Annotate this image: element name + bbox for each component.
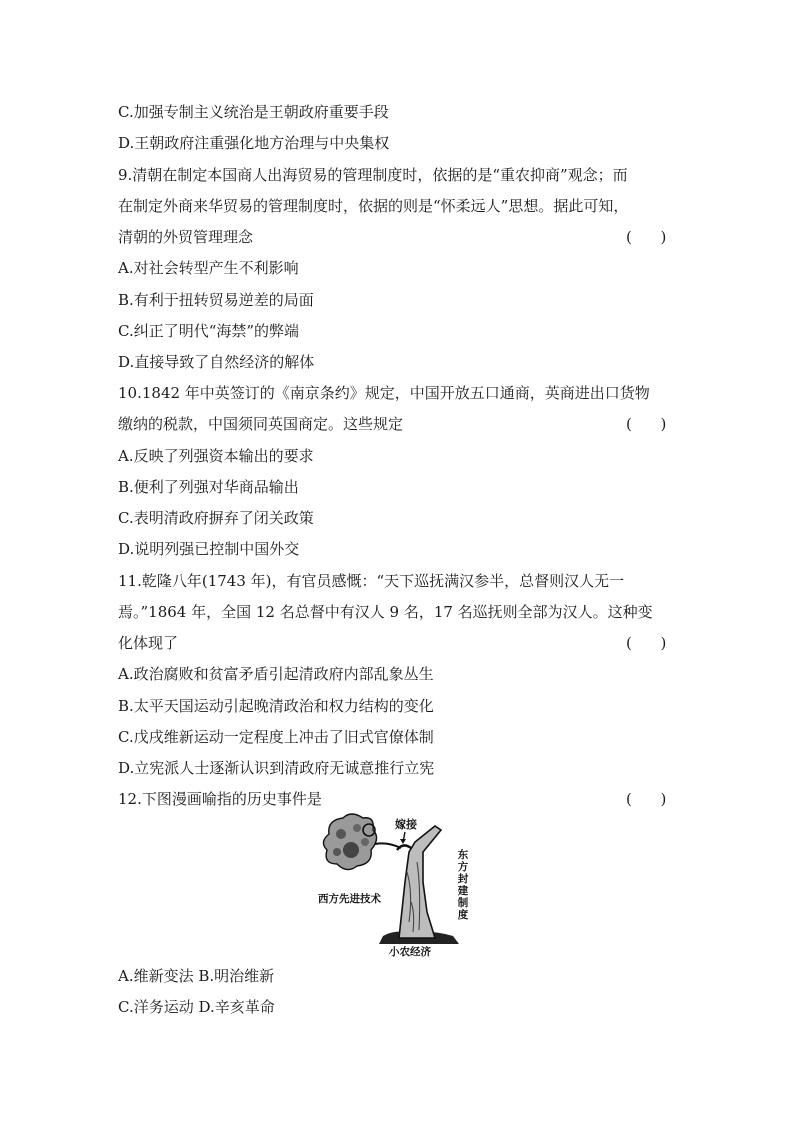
cartoon-label-west: 西方先进技术 (318, 893, 381, 905)
q10-option-d: D.说明列强已控制中国外交 (118, 540, 300, 558)
cartoon-foliage (323, 814, 376, 870)
q11-option-a: A.政治腐败和贫富矛盾引起清政府内部乱象丛生 (118, 665, 434, 683)
cartoon-tree-trunk (399, 826, 441, 938)
q10-option-a: A.反映了列强资本输出的要求 (118, 447, 314, 465)
q9-stem-line-1: 9.清朝在制定本国商人出海贸易的管理制度时，依据的是“重农抑商”观念；而 (118, 166, 628, 184)
q11-stem-line-3: 化体现了 (118, 634, 179, 652)
cartoon-label-graft: 嫁接 (395, 818, 417, 831)
q10-option-c: C.表明清政府摒弃了闭关政策 (118, 509, 314, 527)
q9-option-a: A.对社会转型产生不利影响 (118, 259, 299, 277)
q11-stem-line-1: 11.乾隆八年(1743 年)，有官员感慨：“天下巡抚满汉参半，总督则汉人无一 (118, 572, 625, 590)
q9-stem-line-2: 在制定外商来华贸易的管理制度时，依据的则是“怀柔远人”思想。据此可知， (118, 197, 629, 215)
cartoon-arrowhead (400, 839, 406, 844)
q12-options-line-1: A.维新变法 B.明治维新 (118, 967, 275, 985)
q8-option-c: C.加强专制主义统治是王朝政府重要手段 (118, 103, 389, 121)
cartoon-label-base: 小农经济 (389, 946, 431, 958)
q9-answer-blank: ( ) (626, 228, 667, 246)
q10-stem-line-2: 缴纳的税款，中国须同英国商定。这些规定 (118, 415, 404, 433)
q12-answer-blank: ( ) (626, 790, 667, 808)
q9-option-d: D.直接导致了自然经济的解体 (118, 353, 315, 371)
q9-option-c: C.纠正了明代“海禁”的弊端 (118, 322, 300, 340)
q11-option-b: B.太平天国运动引起晚清政治和权力结构的变化 (118, 697, 434, 715)
cartoon-label-east: 东方封建制度 (457, 849, 469, 921)
q8-option-d: D.王朝政府注重强化地方治理与中央集权 (118, 134, 390, 152)
q12-options-line-2: C.洋务运动 D.辛亥革命 (118, 998, 275, 1016)
q9-stem-line-3: 清朝的外贸管理理念 (118, 228, 254, 246)
q11-option-c: C.戊戌维新运动一定程度上冲击了旧式官僚体制 (118, 728, 434, 746)
q10-option-b: B.便利了列强对华商品输出 (118, 478, 299, 496)
q12-stem-line-1: 12.下图漫画喻指的历史事件是 (118, 790, 322, 808)
grafting-cartoon (313, 812, 475, 960)
q11-answer-blank: ( ) (626, 634, 667, 652)
q9-option-b: B.有利于扭转贸易逆差的局面 (118, 291, 314, 309)
q10-answer-blank: ( ) (626, 415, 667, 433)
q11-option-d: D.立宪派人士逐渐认识到清政府无诚意推行立宪 (118, 759, 435, 777)
q11-stem-line-2: 焉。”1864 年，全国 12 名总督中有汉人 9 名，17 名巡抚则全部为汉人。这种变 (118, 603, 653, 621)
q10-stem-line-1: 10.1842 年中英签订的《南京条约》规定，中国开放五口通商，英商进出口货物 (118, 384, 650, 402)
